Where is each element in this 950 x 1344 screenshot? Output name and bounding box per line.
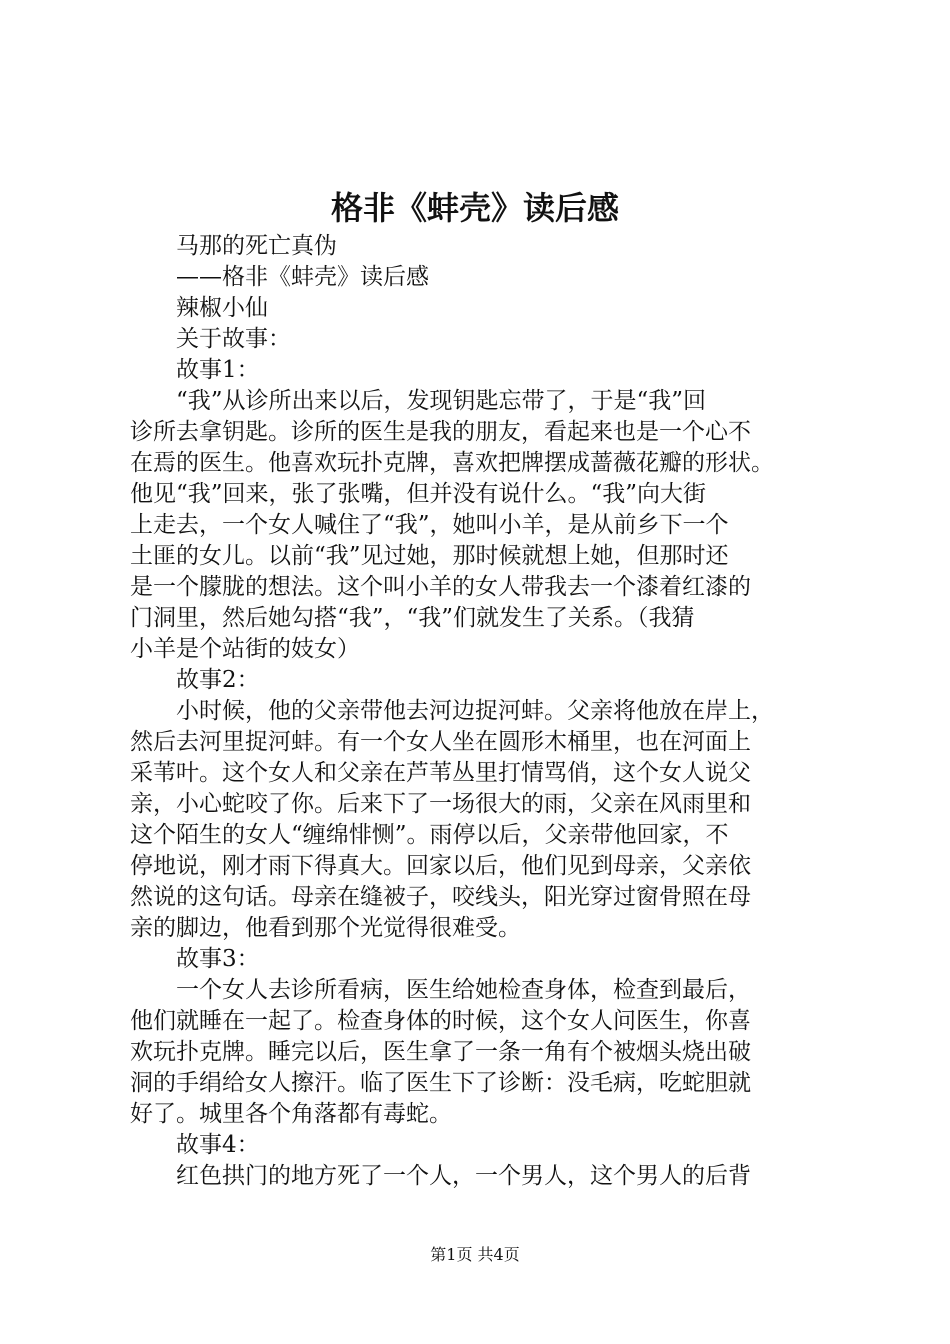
- text-line: 然说的这句话。母亲在缝被子，咬线头，阳光穿过窗骨照在母: [130, 884, 751, 910]
- text-line: 欢玩扑克牌。睡完以后，医生拿了一条一角有个被烟头烧出破: [130, 1039, 751, 1065]
- text-line: 辣椒小仙: [176, 295, 268, 321]
- text-line: “我”从诊所出来以后，发现钥匙忘带了，于是“我”回: [176, 388, 707, 414]
- text-line: 好了。城里各个角落都有毒蛇。: [130, 1101, 452, 1127]
- text-line: 小时候，他的父亲带他去河边捉河蚌。父亲将他放在岸上，: [176, 698, 774, 724]
- text-line: 故事1：: [176, 357, 260, 383]
- page-title: 格非《蚌壳》读后感: [330, 189, 619, 227]
- text-line: 上走去，一个女人喊住了“我”，她叫小羊，是从前乡下一个: [130, 512, 729, 538]
- text-line: 土匪的女儿。以前“我”见过她，那时候就想上她，但那时还: [130, 543, 729, 569]
- text-line: 小羊是个站街的妓女）: [130, 636, 360, 662]
- text-line: 他们就睡在一起了。检查身体的时候，这个女人问医生，你喜: [130, 1008, 751, 1034]
- text-line: 红色拱门的地方死了一个人，一个男人，这个男人的后背: [176, 1163, 751, 1189]
- text-line: 采苇叶。这个女人和父亲在芦苇丛里打情骂俏，这个女人说父: [130, 760, 751, 786]
- document-body: [130, 231, 830, 1192]
- text-line: ——格非《蚌壳》读后感: [176, 264, 429, 290]
- text-line: 诊所去拿钥匙。诊所的医生是我的朋友，看起来也是一个心不: [130, 419, 751, 445]
- page-footer: 第1页 共4页: [430, 1245, 520, 1264]
- text-line: 他见“我”回来，张了张嘴，但并没有说什么。“我”向大街: [130, 481, 707, 507]
- text-line: 这个陌生的女人“缠绵悱恻”。雨停以后，父亲带他回家，不: [130, 822, 729, 848]
- text-line: 然后去河里捉河蚌。有一个女人坐在圆形木桶里，也在河面上: [130, 729, 751, 755]
- text-line: 马那的死亡真伪: [176, 233, 337, 259]
- text-line: 门洞里，然后她勾搭“我”，“我”们就发生了关系。（我猜: [130, 605, 695, 631]
- text-line: 停地说，刚才雨下得真大。回家以后，他们见到母亲，父亲依: [130, 853, 751, 879]
- text-line: 关于故事：: [176, 326, 291, 352]
- text-line: 故事2：: [176, 667, 260, 693]
- text-line: 一个女人去诊所看病，医生给她检查身体，检查到最后，: [176, 977, 751, 1003]
- text-line: 故事3：: [176, 946, 260, 972]
- text-line: 洞的手绢给女人擦汗。临了医生下了诊断：没毛病，吃蛇胆就: [130, 1070, 751, 1096]
- text-line: 亲的脚边，他看到那个光觉得很难受。: [130, 915, 521, 941]
- text-line: 故事4：: [176, 1132, 260, 1158]
- text-line: 亲，小心蛇咬了你。后来下了一场很大的雨，父亲在风雨里和: [130, 791, 751, 817]
- text-line: 是一个朦胧的想法。这个叫小羊的女人带我去一个漆着红漆的: [130, 574, 751, 600]
- text-line: 在焉的医生。他喜欢玩扑克牌，喜欢把牌摆成蔷薇花瓣的形状。: [130, 450, 774, 476]
